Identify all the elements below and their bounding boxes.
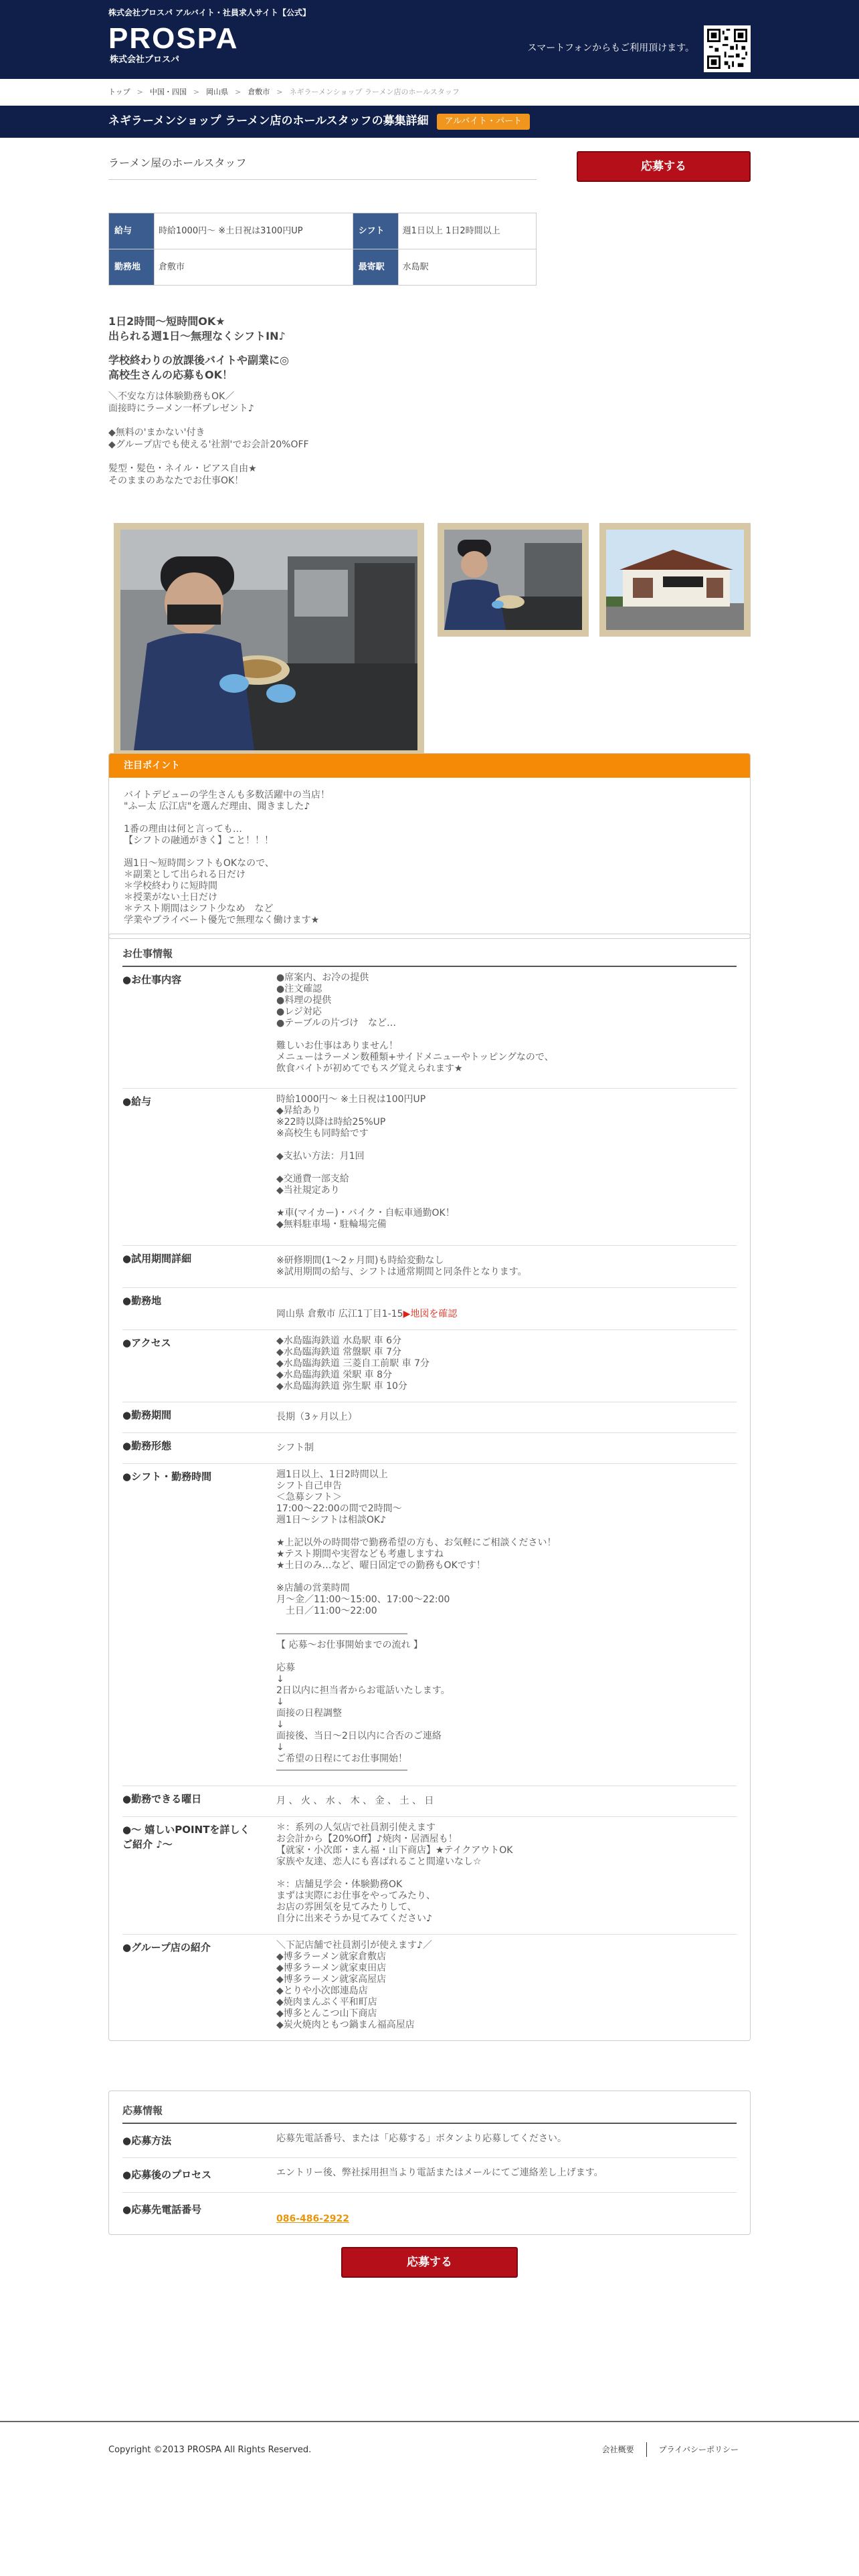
breadcrumb: トップ > 中国・四国 > 岡山県 > 倉敷市 > ネギラーメンショップ ラーメン店のホールスタッフ [108,79,751,106]
work-row-period [122,1402,737,1433]
site-logo[interactable]: PROSPA [108,22,239,55]
copyright: Copyright ©2013 PROSPA All Rights Reserved. [108,2445,312,2455]
row-label: ●勤務できる曜日 [122,1792,202,1805]
location-address: 岡山県 倉敷市 広江1丁目1-15 [276,1308,403,1319]
row-label: ●給与 [122,1095,152,1107]
highlight-point-heading: 注目ポイント [109,754,750,778]
row-label: ●応募方法 [122,2134,172,2147]
staff-serving-image [444,530,582,630]
photo-main[interactable] [114,523,424,757]
work-row-location [122,1288,737,1330]
site-header [0,0,859,79]
row-value [276,1288,737,1329]
footer-link-privacy[interactable]: プライバシーポリシー [658,2445,739,2454]
smartphone-notice: スマートフォンからもご利用頂けます。 [527,43,694,53]
summary-station-label: 最寄駅 [353,249,398,286]
row-value: 月 、 火 、 水 、 木 、 金 、 土 、 日 [276,1795,434,1806]
catch-body: 面接時にラーメン一杯プレゼント♪ [108,403,254,414]
catch-line: 学校終わりの放課後バイトや副業に◎ [108,354,289,366]
row-label: ●試用期間詳細 [122,1252,192,1265]
row-value: ＼下記店舗で社員割引が使えます♪／ ◆博多ラーメン就家倉敷店 ◆博多ラーメン就家東田店 ◆博多ラーメン就家高屋店 ◆とりや小次郎連島店 ◆焼肉まんぷく平和町店 ◆博多とんこつ山下商店 ◆炭火焼肉ともつ鍋まん福高屋店 [276,1939,432,2030]
summary-location: 倉敷市 [155,249,353,286]
work-row-description [122,967,737,1089]
job-subtitle: ラーメン屋のホールスタッフ [108,155,537,180]
point-line: ＊授業がない土日だけ [124,892,217,903]
site-tagline: 株式会社プロスパ アルバイト・社員求人サイト【公式】 [108,8,311,17]
work-info-box [108,934,751,2041]
point-line: バイトデビューの学生さんも多数活躍中の当店！ [124,790,330,800]
phone-link[interactable]: 086-486-2922 [276,2213,350,2224]
row-label: ●勤務形態 [122,1439,172,1452]
breadcrumb-current: ネギラーメンショップ ラーメン店のホールスタッフ [289,87,460,96]
storefront-image [606,530,744,630]
work-row-access [122,1330,737,1402]
employment-type-badge: アルバイト・パート [437,114,531,130]
work-row-group-stores [122,1935,737,2040]
summary-location-label: 勤務地 [109,249,155,286]
row-value: 週1日以上、1日2時間以上 シフト自己申告 ＜急募シフト＞ 17:00〜22:00の間で2時間〜 週1日〜シフトは相談OK♪ ★上記以外の時間帯で勤務希望の方も、お気軽にご相談ください！ ★テスト期間や実習なども考慮しますね ★土日のみ…など、曜日固定での勤務もOKです！ ※店舗の営業時間 月〜金／11:00〜15:00、17:00〜22:00 土日／11:00〜22:00 ―――――――――――――― 【 応募〜お仕事開始までの流れ 】 応募 ↓ 2日以内に担当者からお電話いたします。 ↓ 面接の日程調整 ↓ 面接後、当日〜2日以内に合否のご連絡 ↓ ご希望の日程にてお仕事開始！ ―――――――――――――― [276,1469,557,1776]
row-value: ◆水島臨海鉄道 水島駅 車 6分 ◆水島臨海鉄道 常盤駅 車 7分 ◆水島臨海鉄道 三菱自工前駅 車 7分 ◆水島臨海鉄道 栄駅 車 8分 ◆水島臨海鉄道 弥生駅 車 10分 [276,1335,430,1392]
row-label: ●〜 嬉しいPOINTを詳しくご紹介 ♪〜 [122,1823,250,1850]
photo-2[interactable] [438,523,589,637]
row-value: ●席案内、お冷の提供 ●注文確認 ●料理の提供 ●レジ対応 ●テーブルの片づけ など… 難しいお仕事はありません！ メニューはラーメン数種類+サイドメニューやトッピングなので、 飲食バイトが初めてでもスグ覚えられます★ [276,972,554,1074]
catch-body: ◆無料の'まかない'付き [108,427,205,438]
footer-links [590,2444,751,2457]
work-row-type [122,1433,737,1464]
catch-line: 高校生さんの応募もOK！ [108,368,233,381]
work-row-trial [122,1246,737,1288]
summary-station: 水島駅 [398,249,536,286]
point-line: 週1日〜短時間シフトもOKなので、 [124,858,274,869]
point-line: "ふー太 広江店"を選んだ理由、聞きました♪ [124,801,310,812]
qr-code [704,25,751,72]
work-row-salary [122,1089,737,1246]
row-value: ＊：系列の人気店で社員割引使えます お会計から【20%Off】♪焼肉・居酒屋も！ 【就家・小次郎・まん福・山下商店】★テイクアウトOK 家族や友達、恋人にも喜ばれること間違いなし☆ ＊：店舗見学会・体験勤務OK まずは実際にお仕事をやってみたり、 お店の雰囲気を見てみたりして、 自分に出来そうか見てみてください♪ [276,1822,513,1924]
row-value: ※研修期間(1〜2ヶ月間)も時給変動なし ※試用期間の給与、シフトは通常期間と同条件となります。 [276,1255,527,1277]
catch-body: 髪型・髪色・ネイル・ピアス自由★ [108,463,257,474]
summary-shift: 週1日以上 1日2時間以上 [398,213,536,249]
breadcrumb-region[interactable]: 中国・四国 [149,87,187,96]
row-value: エントリー後、弊社採用担当より電話またはメールにてご連絡差し上げます。 [276,2167,603,2178]
apply-info-box [108,2090,751,2235]
row-value: 時給1000円〜 ※土日祝は100円UP ◆昇給あり ※22時以降は時給25%UP ※高校生も同時給です ◆支払い方法：月1回 ◆交通費一部支給 ◆当社規定あり ★車(マイカー)・バイク・自転車通勤OK！ ◆無料駐車場・駐輪場完備 [276,1093,455,1230]
apply-row-phone [122,2193,737,2234]
catch-body: そのままのあなたでお仕事OK！ [108,475,244,486]
highlight-point-box [108,753,751,939]
point-line: ＊副業として出られる日だけ [124,869,246,880]
apply-button-top[interactable]: 応募する [577,151,751,182]
row-label: ●お仕事内容 [122,973,182,986]
catch-copy [108,314,751,487]
summary-salary-label: 給与 [109,213,155,249]
row-value: 長期（3ヶ月以上） [276,1411,357,1422]
point-line: ＊学校終わりに短時間 [124,881,217,891]
row-label: ●応募先電話番号 [122,2203,202,2216]
catch-body: ＼不安な方は体験勤務もOK／ [108,391,235,402]
point-line: ＊テスト期間はシフト少なめ など [124,903,274,914]
breadcrumb-city[interactable]: 倉敷市 [248,87,270,96]
work-row-shift [122,1464,737,1786]
row-label: ●勤務地 [122,1294,162,1307]
apply-button-bottom[interactable]: 応募する [341,2247,518,2278]
work-row-points [122,1817,737,1935]
apply-row-process [122,2158,737,2193]
row-value: 応募先電話番号、または「応募する」ボタンより応募してください。 [276,2133,567,2144]
apply-info-heading: 応募情報 [122,2091,737,2124]
point-line: 学業やプライベート優先で無理なく働けます★ [124,915,320,926]
breadcrumb-top[interactable]: トップ [108,87,130,96]
point-line: 【シフトの融通がきく】こと！！！ [124,835,274,846]
qr-code-icon [707,29,747,69]
photo-3[interactable] [599,523,751,637]
catch-line: 出られる週1日〜無理なくシフトIN♪ [108,330,286,342]
point-line: 1番の理由は何と言っても… [124,824,242,835]
apply-row-method [122,2124,737,2159]
page-title: ネギラーメンショップ ラーメン店のホールスタッフの募集詳細 [108,114,429,128]
catch-body: ◆グループ店でも使える'社割'でお会計20%OFF [108,439,309,450]
footer-link-company[interactable]: 会社概要 [601,2445,634,2454]
catch-line: 1日2時間〜短時間OK★ [108,315,225,328]
row-label: ●勤務期間 [122,1408,172,1421]
job-title-bar [0,106,859,138]
highlight-point-body [109,778,750,938]
row-label: ●グループ店の紹介 [122,1941,211,1953]
site-footer [0,2421,859,2501]
job-summary-table [108,213,537,286]
site-logo-subtitle: 株式会社プロスパ [110,55,180,65]
summary-shift-label: シフト [353,213,398,249]
map-link[interactable]: ▶地図を確認 [403,1308,458,1319]
breadcrumb-prefecture[interactable]: 岡山県 [206,87,229,96]
row-label: ●応募後のプロセス [122,2169,212,2181]
row-label: ●アクセス [122,1336,171,1349]
row-value: シフト制 [276,1442,314,1453]
row-value [276,2193,737,2234]
summary-salary: 時給1000円〜 ※土日祝は3100円UP [155,213,353,249]
work-info-heading: お仕事情報 [122,934,737,967]
work-row-days [122,1786,737,1817]
row-label: ●シフト・勤務時間 [122,1470,212,1483]
staff-cooking-image [120,530,417,750]
